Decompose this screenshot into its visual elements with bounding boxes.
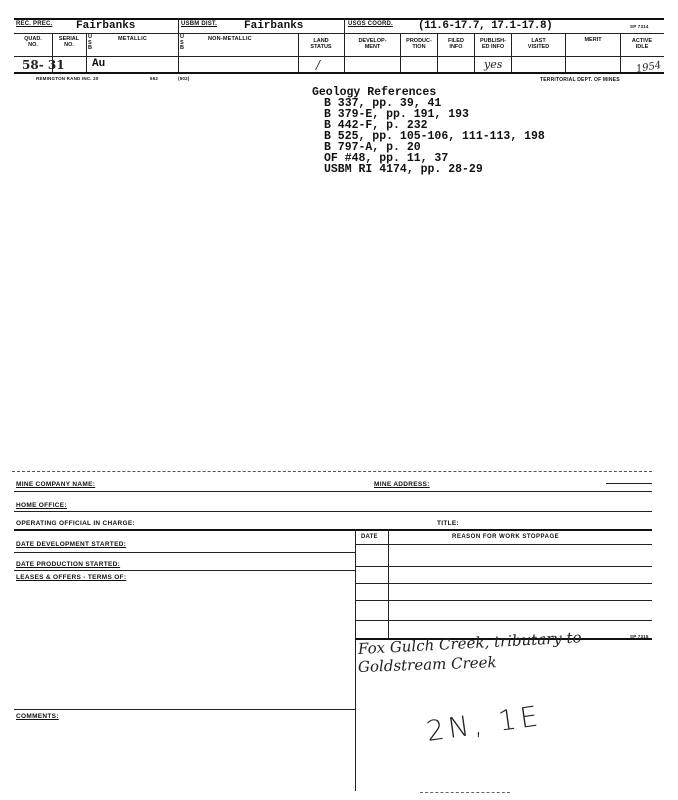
reference-item: B 337, pp. 39, 41 — [324, 97, 442, 110]
leases-offers-label: LEASES & OFFERS - TERMS OF: — [16, 574, 127, 581]
territorial-label: TERRITORIAL DEPT. OF MINES — [540, 77, 620, 83]
operating-official-label: OPERATING OFFICIAL IN CHARGE: — [16, 520, 135, 527]
metallic-value: Au — [92, 58, 106, 70]
date-col-label: DATE — [361, 534, 378, 540]
remington-code-2: (502) — [178, 76, 190, 81]
usbm-dist-label: USBM DIST. — [181, 21, 218, 27]
reference-item: B 442-F, p. 232 — [324, 119, 428, 132]
references-heading: Geology References — [312, 86, 437, 99]
usgs-coord-value: (11.6-17.7, 17.1-17.8) — [418, 20, 553, 32]
title-label: TITLE: — [437, 520, 460, 527]
comments-label: COMMENTS: — [16, 713, 59, 720]
remington-label: REMINGTON RAND INC. 20 — [36, 76, 99, 81]
location-code: 2N, 1E — [424, 699, 544, 748]
usgs-coord-label: USGS COORD. — [348, 21, 393, 27]
mine-address-label: MINE ADDRESS: — [374, 481, 430, 488]
remington-code-1: 652 — [150, 76, 159, 81]
production-label: PRODUC- TION — [406, 38, 432, 50]
rec-prec-label: REC. PREC. — [16, 21, 53, 27]
geology-references — [312, 87, 545, 175]
handwritten-note-line1: Fox Gulch Creek, tributary to — [357, 628, 583, 658]
date-production-label: DATE PRODUCTION STARTED: — [16, 561, 121, 568]
usb-letters-metallic: U S B — [88, 34, 92, 51]
development-label: DEVELOP- MENT — [358, 38, 387, 50]
usb-letters-nonmetallic: U S B — [180, 34, 184, 51]
reference-item: USBM RI 4174, pp. 28-29 — [324, 163, 483, 176]
reference-item: B 379-E, pp. 191, 193 — [324, 108, 469, 121]
merit-label: MERIT — [584, 37, 602, 43]
usbm-dist-value: Fairbanks — [244, 20, 304, 32]
published-info-label: PUBLISH- ED INFO — [480, 38, 506, 50]
quad-serial-value: 58- 31 — [22, 58, 65, 72]
non-metallic-label: NON-METALLIC — [208, 36, 252, 42]
active-idle-value: 1954 — [635, 59, 663, 76]
mine-company-name-label: MINE COMPANY NAME: — [16, 481, 96, 488]
form-number-top: SP 7314 — [630, 24, 649, 29]
metallic-label: METALLIC — [118, 36, 147, 42]
land-status-value: / — [316, 58, 321, 72]
card-edge — [12, 471, 652, 472]
filed-info-label: FILED INFO — [448, 38, 464, 50]
published-value: yes — [484, 58, 503, 71]
last-visited-label: LAST VISITED — [527, 38, 550, 50]
reference-item: OF #48, pp. 11, 37 — [324, 152, 449, 165]
land-status-label: LAND STATUS — [310, 38, 332, 50]
home-office-label: HOME OFFICE: — [16, 502, 67, 509]
reference-item: B 797-A, p. 20 — [324, 141, 421, 154]
reference-list — [312, 98, 545, 175]
bottom-edge — [420, 792, 510, 793]
quad-no-label: QUAD. NO. — [24, 36, 42, 48]
date-development-label: DATE DEVELOPMENT STARTED: — [16, 541, 127, 548]
reference-item: B 525, pp. 105-106, 111-113, 198 — [324, 130, 545, 143]
handwritten-note-line2: Goldstream Creek — [357, 653, 497, 676]
rec-prec-value: Fairbanks — [76, 20, 136, 32]
serial-no-label: SERIAL NO. — [58, 36, 80, 48]
form-number-bottom: SP 7315 — [630, 634, 649, 639]
reason-col-label: REASON FOR WORK STOPPAGE — [452, 534, 560, 540]
active-idle-label: ACTIVE IDLE — [631, 38, 653, 50]
